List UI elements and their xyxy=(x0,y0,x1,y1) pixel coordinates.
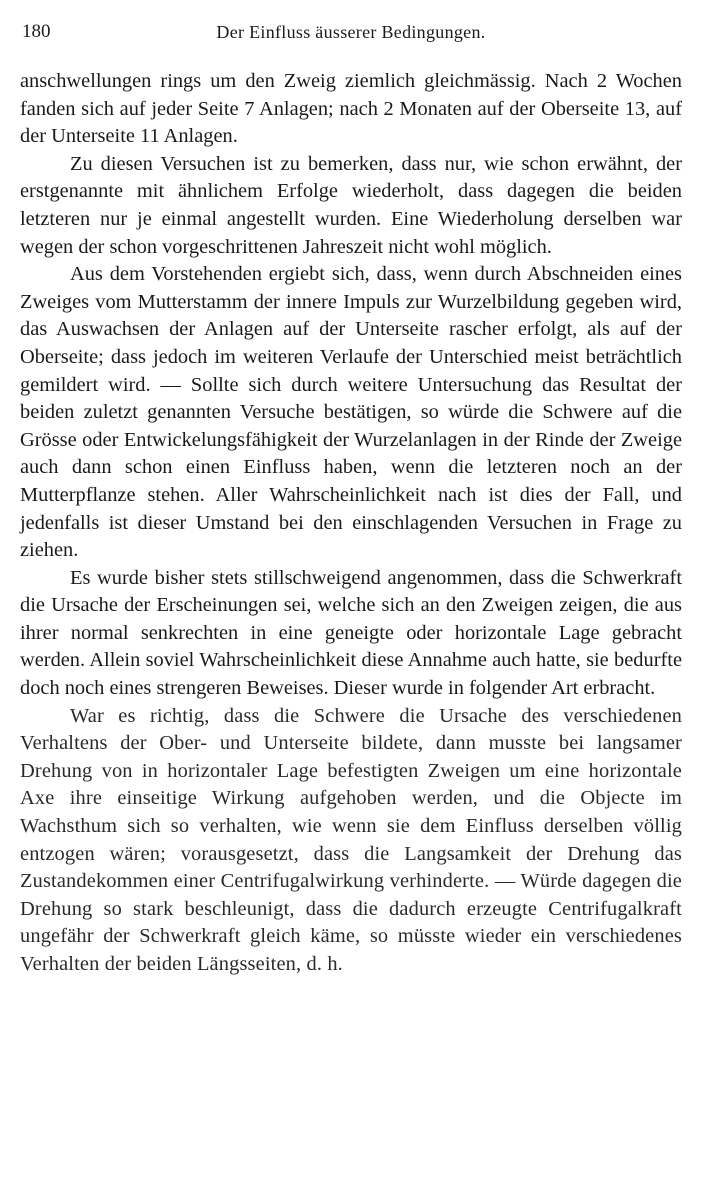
book-page xyxy=(20,18,682,979)
paragraph: Zu diesen Versuchen ist zu bemerken, dass nur, wie schon erwähnt, der erstgenannte mit ähnlichem Erfolge wiederholt, dass dagegen die beiden letzteren nur je einmal angestellt wurden. Eine Wiederholung derselben war wegen der schon vorgeschrittenen Jahreszeit nicht wohl möglich. xyxy=(20,152,682,258)
running-head xyxy=(20,18,682,46)
paragraph: War es richtig, dass die Schwere die Ursache des verschiedenen Verhaltens der Ober- und Unterseite bildete, dann musste bei langsamer Drehung von in horizontaler Lage befestigten Zweigen um eine horizontale Axe ihre einseitige Wirkung aufgehoben werden, und die Objecte im Wachsthum sich so verhalten, wie wenn sie dem Einfluss derselben völlig entzogen wären; vorausgesetzt, dass die Langsamkeit der Drehung das Zustandekommen einer Centrifugalwirkung verhinderte. — Würde dagegen die Drehung so stark beschleunigt, dass die dadurch erzeugte Centrifugalkraft ungefähr der Schwerkraft gleich käme, so müsste wieder ein verschiedenes Verhalten der beiden Längsseiten, d. h. xyxy=(20,704,682,975)
running-head-title: Der Einfluss äusserer Bedingungen. xyxy=(216,22,486,42)
paragraph: Es wurde bisher stets stillschweigend angenommen, dass die Schwerkraft die Ursache der Erscheinungen sei, welche sich an den Zweigen zeigen, die aus ihrer normal senkrechten in eine geneigte oder horizontale Lage gebracht werden. Allein soviel Wahrscheinlichkeit diese Annahme auch hatte, sie bedurfte doch noch eines strengeren Beweises. Dieser wurde in folgender Art erbracht. xyxy=(20,566,682,700)
body-text xyxy=(20,68,682,979)
paragraph: Aus dem Vorstehenden ergiebt sich, dass, wenn durch Abschneiden eines Zweiges vom Mutterstamm der innere Impuls zur Wurzelbildung gegeben wird, das Auswachsen der Anlagen auf der Unterseite rascher erfolgt, als auf der Oberseite; dass jedoch im weiteren Verlaufe der Unterschied meist beträchtlich gemildert wird. — Sollte sich durch weitere Untersuchung das Resultat der beiden zuletzt genannten Versuche bestätigen, so würde die Schwere auf die Grösse oder Entwickelungsfähigkeit der Wurzelanlagen in der Rinde der Zweige auch dann schon einen Einfluss haben, wenn die letzteren noch an der Mutterpflanze stehen. Aller Wahrscheinlichkeit nach ist dies der Fall, und jedenfalls ist dieser Umstand bei den einschlagenden Versuchen in Frage zu ziehen. xyxy=(20,263,682,562)
paragraph-continuation: anschwellungen rings um den Zweig ziemlich gleichmässig. Nach 2 Wochen fanden sich auf jeder Seite 7 Anlagen; nach 2 Monaten auf der Oberseite 13, auf der Unterseite 11 Anlagen. xyxy=(20,70,682,148)
page-number: 180 xyxy=(22,21,51,42)
